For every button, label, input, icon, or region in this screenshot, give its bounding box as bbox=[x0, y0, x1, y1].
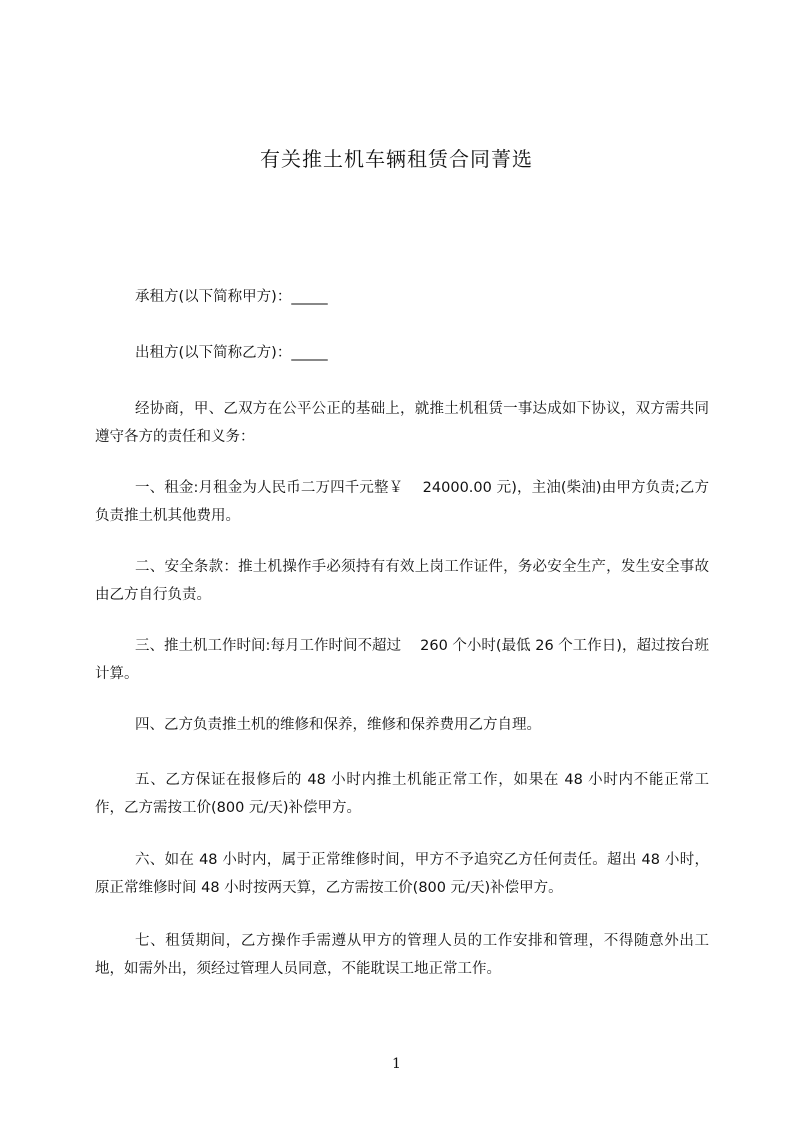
lessor-line: 出租方(以下简称乙方)：_____ bbox=[135, 345, 328, 361]
intro-paragraph: 经协商，甲、乙双方在公平公正的基础上，就推土机租赁一事达成如下协议，双方需共同遵守各方的责任和义务： bbox=[95, 401, 709, 445]
clause-1-rent: 一、租金:月租金为人民币二万四千元整￥ 24000.00 元)，主油(柴油)由甲方负责;乙方负责推土机其他费用。 bbox=[95, 480, 709, 524]
clause-7-lease-period: 七、租赁期间，乙方操作手需遵从甲方的管理人员的工作安排和管理，不得随意外出工地，如需外出，须经过管理人员同意，不能耽误工地正常工作。 bbox=[95, 933, 709, 977]
clause-6-repair-time: 六、如在 48 小时内，属于正常维修时间，甲方不予追究乙方任何责任。超出 48 小时，原正常维修时间 48 小时按两天算，乙方需按工价(800 元/天)补偿甲方。 bbox=[95, 852, 709, 896]
clause-4-maintenance: 四、乙方负责推土机的维修和保养，维修和保养费用乙方自理。 bbox=[135, 717, 541, 733]
lessee-line: 承租方(以下简称甲方)：_____ bbox=[135, 289, 328, 305]
clause-2-safety: 二、安全条款：推土机操作手必须持有有效上岗工作证件，务必安全生产，发生安全事故由乙方自行负责。 bbox=[95, 559, 709, 603]
clause-3-working-hours: 三、推土机工作时间:每月工作时间不超过 260 个小时(最低 26 个工作日)，超过按台班计算。 bbox=[95, 638, 709, 682]
document-title: 有关推土机车辆租赁合同菁选 bbox=[260, 147, 533, 171]
page-number: 1 bbox=[392, 1056, 401, 1072]
clause-5-repair-guarantee: 五、乙方保证在报修后的 48 小时内推土机能正常工作，如果在 48 小时内不能正常工作，乙方需按工价(800 元/天)补偿甲方。 bbox=[95, 772, 709, 816]
